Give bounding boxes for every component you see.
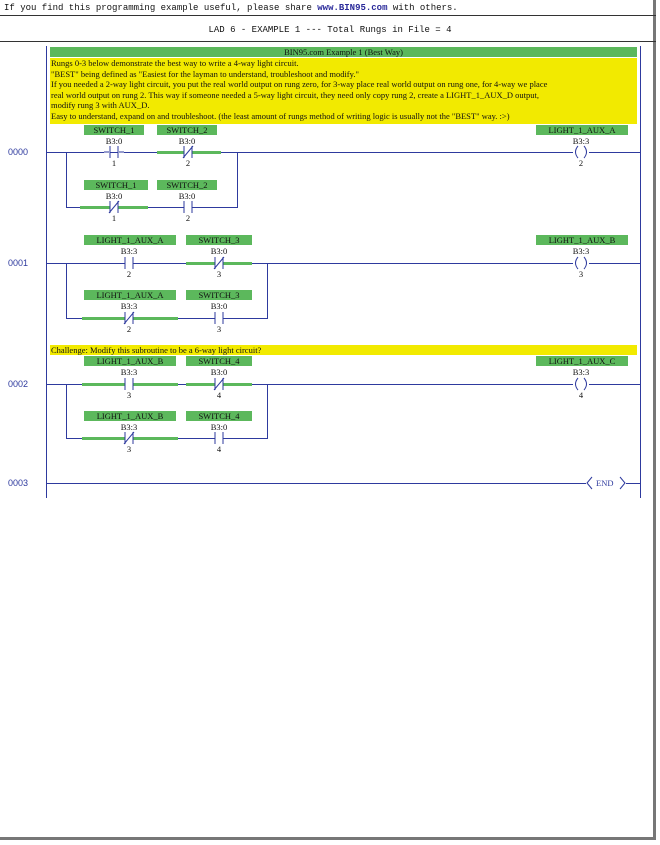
output-coil-icon[interactable]	[570, 378, 592, 390]
note-line: Easy to understand, expand on and troubleshoot. (the least amount of rungs method of writing logic is usually not the "BEST" way. :>)	[51, 110, 510, 121]
note-line: modify rung 3 with AUX_D.	[51, 100, 150, 110]
output-address: B3:3	[572, 367, 590, 377]
xic-contact-icon[interactable]	[209, 312, 229, 324]
description-note	[50, 58, 637, 124]
branch-right-wire	[267, 384, 268, 439]
xic-contact-icon[interactable]	[209, 432, 229, 444]
contact-address: B3:3	[120, 422, 138, 432]
xic-contact-icon[interactable]	[119, 378, 139, 390]
xic-contact-icon[interactable]	[178, 201, 198, 213]
challenge-note: Challenge: Modify this subroutine to be a 6-way light circuit?	[50, 345, 637, 355]
contact-tag: LIGHT_1_AUX_B	[84, 411, 176, 421]
note-line: "BEST" being defined as "Easiest for the layman to understand, troubleshoot and modify."	[51, 68, 359, 79]
end-label: END	[596, 478, 614, 488]
xio-contact-icon[interactable]	[209, 257, 229, 269]
contact-address: B3:3	[120, 246, 138, 256]
contact-bit: 4	[216, 444, 222, 454]
contact-bit: 3	[126, 444, 132, 454]
right-power-rail	[640, 46, 641, 498]
xic-contact-icon[interactable]	[119, 257, 139, 269]
contact-tag: SWITCH_1	[84, 125, 144, 135]
xio-contact-icon[interactable]	[119, 312, 139, 324]
contact-bit: 1	[111, 158, 117, 168]
share-prefix: If you find this programming example useful, please share	[4, 3, 312, 13]
contact-address: B3:3	[120, 301, 138, 311]
contact-tag: LIGHT_1_AUX_A	[84, 235, 176, 245]
contact-address: B3:0	[210, 301, 228, 311]
contact-tag: SWITCH_4	[186, 356, 252, 366]
branch-right-wire	[267, 263, 268, 319]
contact-address: B3:0	[210, 422, 228, 432]
share-link[interactable]: www.BIN95.com	[317, 3, 388, 13]
branch-right-wire	[237, 152, 238, 208]
share-header	[4, 3, 458, 13]
xio-contact-icon[interactable]	[104, 201, 124, 213]
output-coil-icon[interactable]	[570, 257, 592, 269]
output-address: B3:3	[572, 136, 590, 146]
output-bit: 3	[578, 269, 584, 279]
xic-contact-icon[interactable]	[104, 146, 124, 158]
note-line: Rungs 0-3 below demonstrate the best way to write a 4-way light circuit.	[51, 58, 299, 68]
contact-bit: 3	[216, 269, 222, 279]
contact-address: B3:0	[105, 136, 123, 146]
rung-number: 0002	[8, 379, 29, 389]
xio-contact-icon[interactable]	[119, 432, 139, 444]
file-title: LAD 6 - EXAMPLE 1 --- Total Rungs in File = 4	[208, 25, 452, 35]
output-bit: 4	[578, 390, 584, 400]
output-tag: LIGHT_1_AUX_A	[536, 125, 628, 135]
header-divider	[0, 15, 656, 16]
left-power-rail	[46, 46, 47, 498]
contact-bit: 3	[216, 324, 222, 334]
output-tag: LIGHT_1_AUX_C	[536, 356, 628, 366]
rung-wire	[46, 152, 640, 153]
contact-tag: SWITCH_3	[186, 235, 252, 245]
rung-number: 0000	[8, 147, 29, 157]
contact-address: B3:0	[105, 191, 123, 201]
contact-tag: SWITCH_4	[186, 411, 252, 421]
contact-bit: 2	[185, 158, 191, 168]
share-suffix: with others.	[392, 3, 458, 13]
contact-tag: LIGHT_1_AUX_A	[84, 290, 176, 300]
contact-tag: LIGHT_1_AUX_B	[84, 356, 176, 366]
rung-number: 0003	[8, 478, 29, 488]
contact-address: B3:0	[210, 367, 228, 377]
title-divider	[0, 41, 656, 42]
branch-left-wire	[66, 384, 67, 439]
xio-contact-icon[interactable]	[209, 378, 229, 390]
contact-bit: 3	[126, 390, 132, 400]
contact-bit: 2	[126, 269, 132, 279]
contact-bit: 2	[185, 213, 191, 223]
note-line: real world output on rung 2. This way if someone needed a 5-way light circuit, they need only copy rung 2, create a LIGHT_1_AUX_D output,	[51, 89, 539, 100]
contact-tag: SWITCH_1	[84, 180, 148, 190]
rung-number: 0001	[8, 258, 29, 268]
contact-address: B3:0	[178, 136, 196, 146]
contact-address: B3:3	[120, 367, 138, 377]
output-bit: 2	[578, 158, 584, 168]
contact-tag: SWITCH_2	[157, 180, 217, 190]
xio-contact-icon[interactable]	[178, 146, 198, 158]
contact-address: B3:0	[210, 246, 228, 256]
example-banner: BIN95.com Example 1 (Best Way)	[50, 47, 637, 57]
output-tag: LIGHT_1_AUX_B	[536, 235, 628, 245]
output-coil-icon[interactable]	[570, 146, 592, 158]
contact-bit: 1	[111, 213, 117, 223]
branch-left-wire	[66, 152, 67, 208]
branch-left-wire	[66, 263, 67, 319]
contact-bit: 4	[216, 390, 222, 400]
note-line: If you needed a 2-way light circuit, you put the real world output on rung zero, for 3-way place real world output on rung one, for 4-way we place	[51, 79, 548, 89]
contact-address: B3:0	[178, 191, 196, 201]
output-address: B3:3	[572, 246, 590, 256]
contact-tag: SWITCH_3	[186, 290, 252, 300]
contact-bit: 2	[126, 324, 132, 334]
contact-tag: SWITCH_2	[157, 125, 217, 135]
rung-wire	[46, 483, 640, 484]
